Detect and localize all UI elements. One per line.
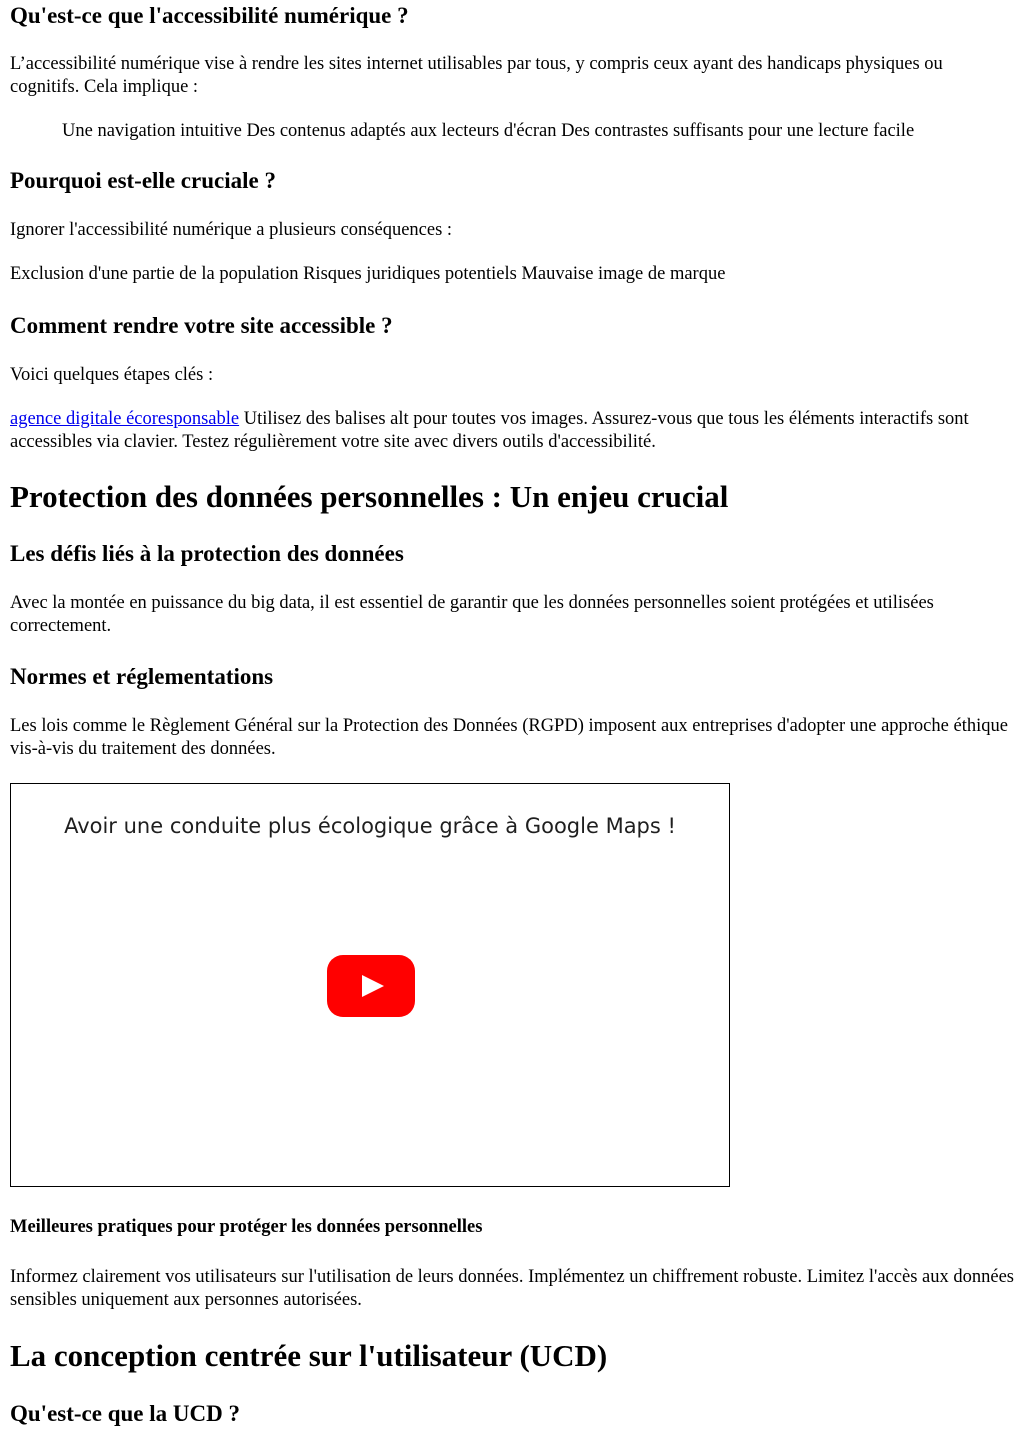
section-heading-norms: Normes et réglementations	[10, 664, 274, 689]
paragraph-key-steps	[10, 408, 1014, 454]
video-title: Avoir une conduite plus écologique grâce à Google Maps !	[64, 814, 676, 838]
video-embed[interactable]	[10, 783, 730, 1187]
paragraph-challenges: Avec la montée en puissance du big data, il est essentiel de garantir que les données personnelles soient protégées et utilisées correctement.	[10, 593, 934, 636]
paragraph-norms: Les lois comme le Règlement Général sur la Protection des Données (RGPD) imposent aux entreprises d'adopter une approche éthique vis-à-vis du traitement des données.	[10, 716, 1008, 759]
paragraph-best-practices: Informez clairement vos utilisateurs sur l'utilisation de leurs données. Implémentez un chiffrement robuste. Limitez l'accès aux données sensibles uniquement aux personnes autorisées.	[10, 1267, 1014, 1310]
section-heading-how-accessible: Comment rendre votre site accessible ?	[10, 313, 393, 338]
section-heading-what-is-ucd: Qu'est-ce que la UCD ?	[10, 1401, 240, 1426]
section-heading-challenges: Les défis liés à la protection des données	[10, 541, 404, 566]
list-accessibility-points: Une navigation intuitive Des contenus adaptés aux lecteurs d'écran Des contrastes suffisants pour une lecture facile	[62, 121, 915, 141]
key-steps-text: Utilisez des balises alt pour toutes vos images. Assurez-vous que tous les éléments interactifs sont accessibles via clavier. Testez régulièrement votre site avec divers outils d'accessibilité.	[10, 409, 969, 452]
section-title-ucd: La conception centrée sur l'utilisateur (UCD)	[10, 1338, 608, 1373]
section-heading-accessibility: Qu'est-ce que l'accessibilité numérique ?	[10, 3, 409, 28]
paragraph-key-steps-intro: Voici quelques étapes clés :	[10, 365, 214, 385]
paragraph-accessibility-intro: L’accessibilité numérique vise à rendre les sites internet utilisables par tous, y compris ceux ayant des handicaps physiques ou cognitifs. Cela implique :	[10, 54, 943, 97]
section-heading-why-crucial: Pourquoi est-elle cruciale ?	[10, 168, 276, 193]
section-title-data-protection: Protection des données personnelles : Un enjeu crucial	[10, 479, 729, 514]
link-agence-digitale[interactable]: agence digitale écoresponsable	[10, 409, 240, 429]
paragraph-consequences-intro: Ignorer l'accessibilité numérique a plusieurs conséquences :	[10, 220, 453, 240]
section-heading-best-practices: Meilleures pratiques pour protéger les données personnelles	[10, 1217, 483, 1237]
youtube-play-icon[interactable]	[327, 955, 415, 1017]
list-consequences: Exclusion d'une partie de la population Risques juridiques potentiels Mauvaise image de marque	[10, 264, 726, 284]
